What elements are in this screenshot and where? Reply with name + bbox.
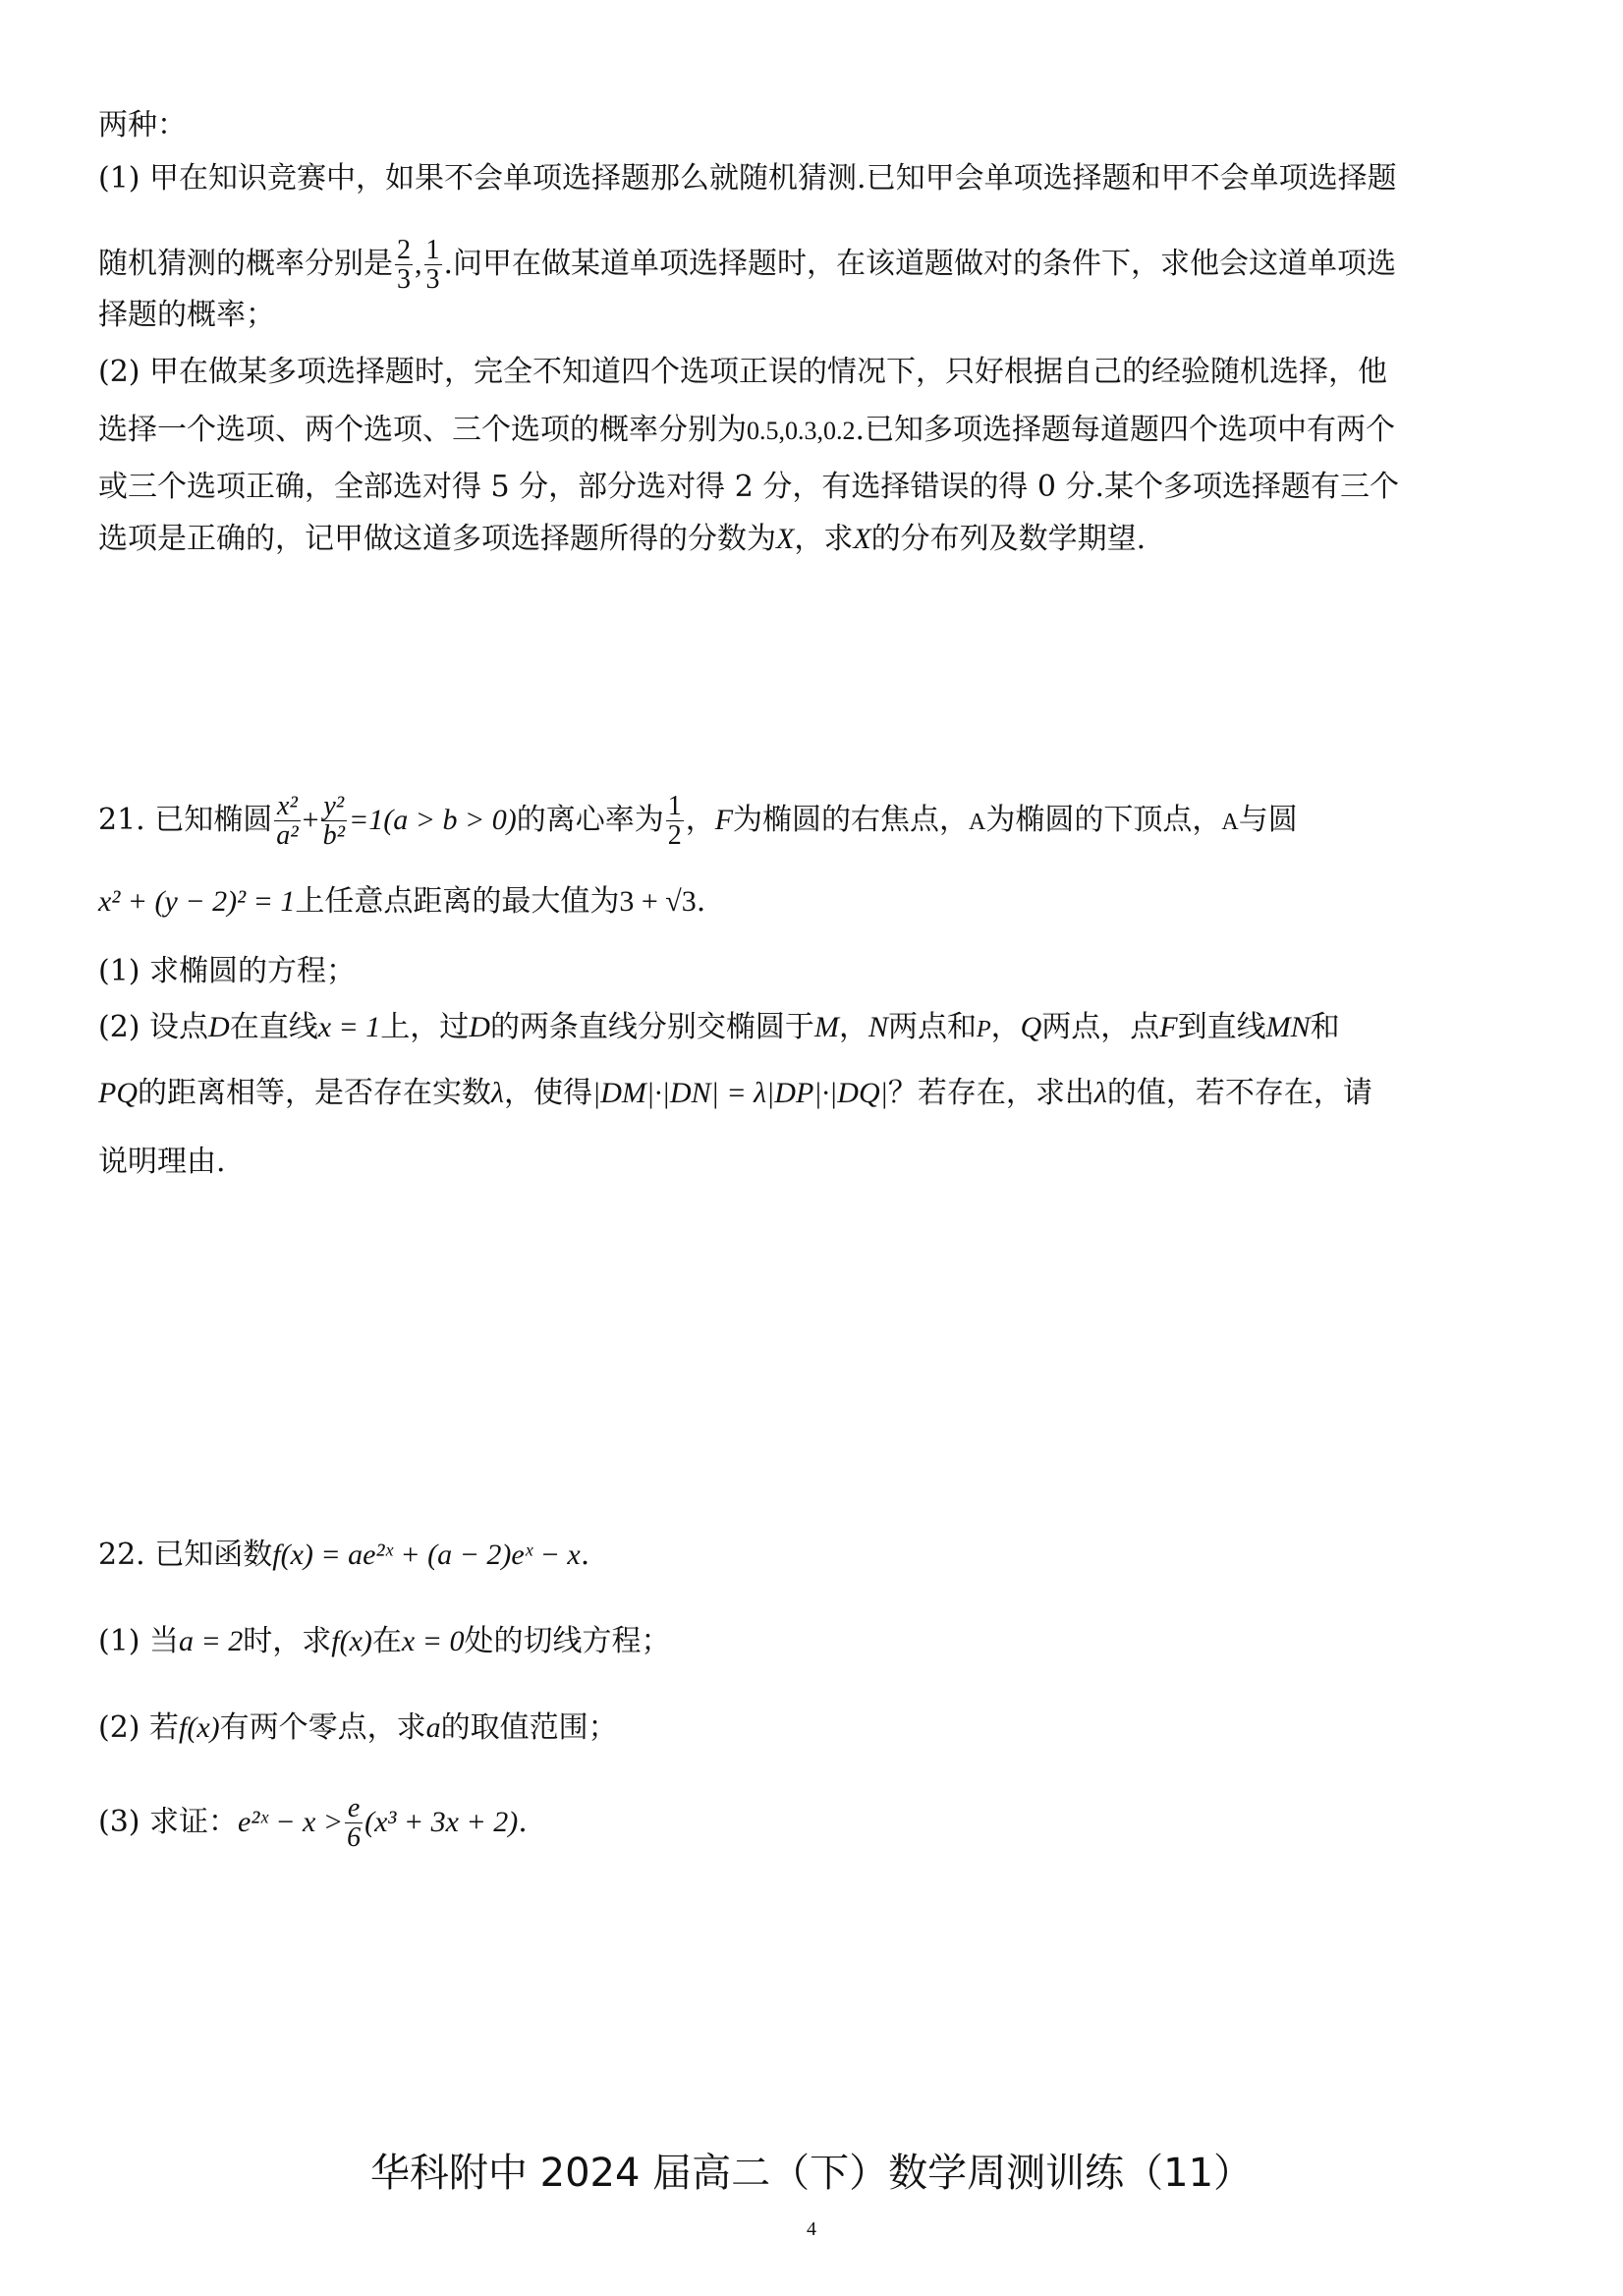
text-line: 择题的概率；: [98, 298, 275, 332]
question-22-line: 22. 已知函数f(x) = ae²ˣ + (a − 2)eˣ − x.: [98, 1538, 590, 1572]
text-line: 选项是正确的，记甲做这道多项选择题所得的分数为X，求X的分布列及数学期望.: [98, 522, 1147, 556]
text-line: (3) 求证：e²ˣ − x > $\frac{e}{6}$ (x³ + 3x + 2).: [98, 1793, 528, 1854]
text-line: (2) 甲在做某多项选择题时，完全不知道四个选项正误的情况下，只好根据自己的经验随机选择，他: [98, 355, 1388, 389]
text-line: 选择一个选项、两个选项、三个选项的概率分别为0.5,0.3,0.2.已知多项选择题每道题四个选项中有两个: [98, 413, 1396, 447]
text-line: 或三个选项正确，全部选对得 5 分，部分选对得 2 分，有选择错误的得 0 分.某个多项选择题有三个: [98, 470, 1400, 504]
fraction: $\frac{2}{3}$: [397, 235, 411, 296]
text-line: (1) 当a = 2时，求f(x)在x = 0处的切线方程；: [98, 1624, 671, 1658]
text-line: (2) 设点D在直线x = 1上，过D的两条直线分别交椭圆于M，N两点和P，Q两点，点F到直线MN和: [98, 1010, 1340, 1044]
text-line: PQ的距离相等，是否存在实数λ，使得|DM|·|DN| = λ|DP|·|DQ|？若存在，求出λ的值，若不存在，请: [98, 1076, 1372, 1110]
text-line: (2) 若f(x)有两个零点，求a的取值范围；: [98, 1710, 618, 1745]
fraction: $\frac{\text{y²}}{\text{b²}}$: [322, 791, 345, 852]
fraction: $\frac{e}{6}$: [347, 1793, 362, 1854]
page-number: 4: [807, 2218, 816, 2240]
fraction: $\frac{\text{x²}}{\text{a²}}$: [276, 791, 299, 852]
fraction: $\frac{1}{2}$: [667, 791, 682, 852]
text-line: 两种：: [98, 108, 187, 142]
text-line: x² + (y − 2)² = 1上任意点距离的最大值为3 + √3.: [98, 884, 706, 919]
question-21-line: 21. 已知椭圆 $\frac{\text{x²}}{\text{a²}}$ + $\frac{\text{y²}}{\text{b²}}$ =1(a > b > 0)的离心率为 $\frac{1}{2}$ ，F为椭圆的右焦点，A为椭圆的下顶点，A与圆: [98, 791, 1298, 852]
text-line: 说明理由.: [98, 1145, 226, 1179]
fraction: $\frac{1}{3}$: [425, 235, 440, 296]
footer-title: 华科附中 2024 届高二（下）数学周测训练（11）: [369, 2151, 1254, 2196]
text-line: (1) 甲在知识竞赛中，如果不会单项选择题那么就随机猜测.已知甲会单项选择题和甲不会单项选择题: [98, 161, 1397, 196]
text-line: (1) 求椭圆的方程；: [98, 954, 357, 988]
text-line: 随机猜测的概率分别是 $\frac{2}{3}$ , $\frac{1}{3}$ .问甲在做某道单项选择题时，在该道题做对的条件下，求他会这道单项选: [98, 235, 1397, 296]
